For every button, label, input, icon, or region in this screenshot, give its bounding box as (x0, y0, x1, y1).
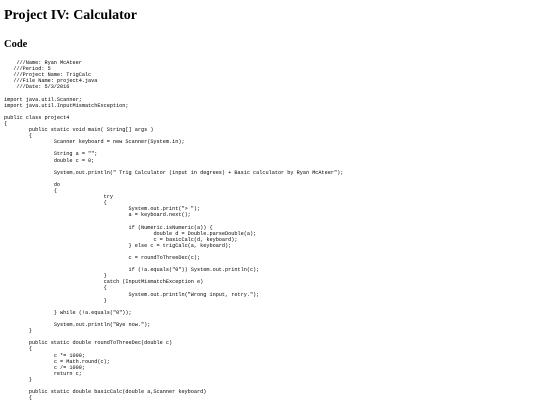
code-block: ///Name: Ryan McAteer ///Period: 5 ///Project Name: TrigCalc ///File Name: project4.java ///Date: 5/3/2016 import java.util.Scanner; import java.util.InputMismatchException; public class project4 { public static void main( String[] args ) { Scanner keyboard = new Scanner(System.in); String a = ""; double c = 0; System.out.println(" Trig Calculator (input in degrees) + Basic calculator by Ryan McAteer"); do { try { System.out.print("> "); a = keyboard.next(); if (Numeric.isNumeric(a)) { double d = Double.parseDouble(a); c = basicCalc(d, keyboard); } else c = trigCalc(a, keyboard); c = roundToThreeDec(c); if (!a.equals("0")) System.out.println(c); } catch (InputMismatchException e) { System.out.println("Wrong input, retry."); } } while (!a.equals("0")); System.out.println("Bye now."); } public static double roundToThreeDec(double c) { c *= 1000; c = Math.round(c); c /= 1000; return c; } public static double basicCalc(double a,Scanner keyboard) { (4, 60, 344, 402)
page-title: Project IV: Calculator (4, 8, 137, 23)
section-heading: Code (4, 39, 28, 50)
